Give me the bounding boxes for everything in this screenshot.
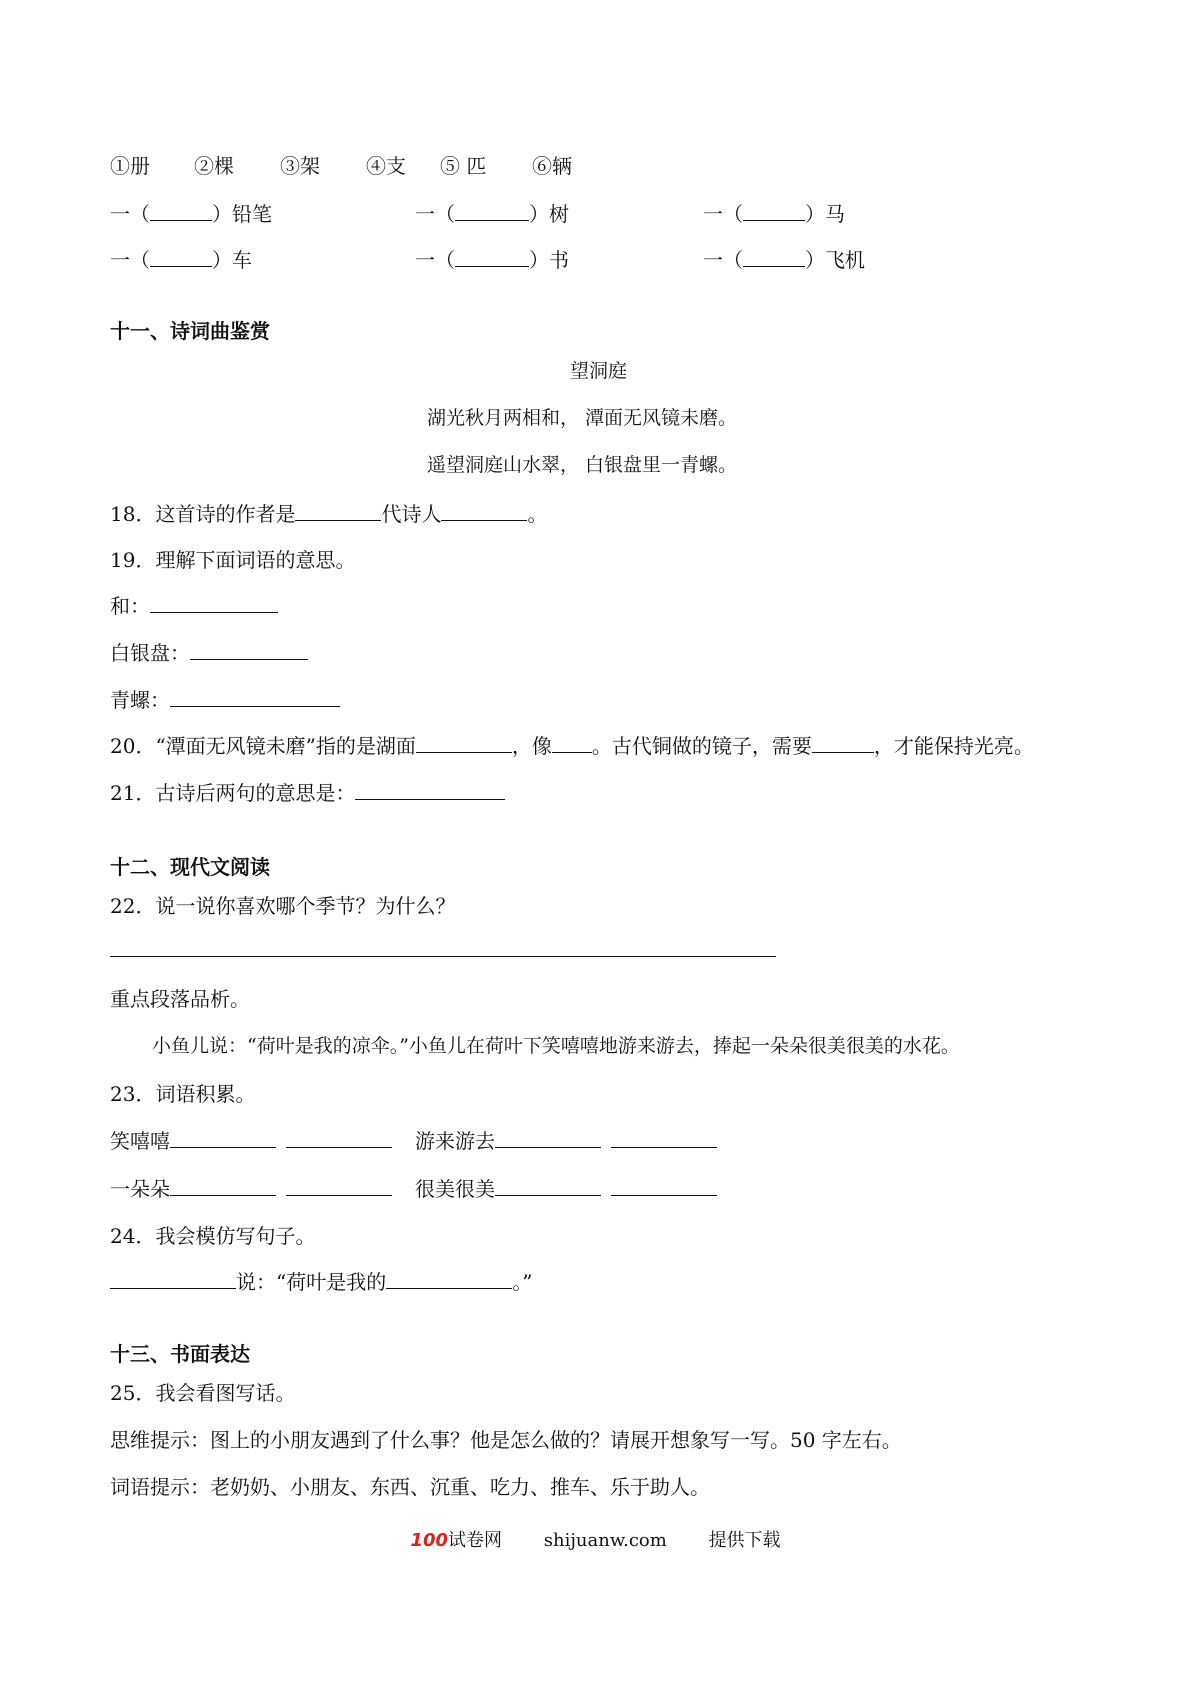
answer-blank[interactable] bbox=[190, 641, 308, 660]
question-text: 说：“荷叶是我的 bbox=[236, 1270, 387, 1294]
question-text: 20．“潭面无风镜未磨”指的是湖面 bbox=[110, 734, 416, 758]
term-label: 和： bbox=[110, 594, 150, 618]
poem-line: 遥望洞庭山水翠， 白银盘里一青螺。 bbox=[427, 454, 738, 476]
answer-blank[interactable] bbox=[386, 1270, 512, 1289]
question-22: 22．说一说你喜欢哪个季节？为什么？ bbox=[110, 894, 456, 918]
measure-blank[interactable] bbox=[150, 202, 212, 221]
page-footer bbox=[0, 1528, 1191, 1554]
answer-blank[interactable] bbox=[286, 1129, 392, 1148]
answer-blank[interactable] bbox=[286, 1177, 392, 1196]
answer-blank[interactable] bbox=[170, 688, 340, 707]
answer-blank[interactable] bbox=[441, 502, 527, 521]
answer-blank[interactable] bbox=[611, 1129, 717, 1148]
measure-prefix: 一（ bbox=[110, 202, 150, 226]
question-text: 18．这首诗的作者是 bbox=[110, 502, 296, 526]
poem-line: 湖光秋月两相和， 潭面无风镜未磨。 bbox=[427, 407, 738, 429]
measure-blank[interactable] bbox=[743, 202, 805, 221]
question-text: 。 bbox=[527, 502, 548, 526]
question-text: ，像 bbox=[511, 734, 552, 758]
measure-suffix: ）马 bbox=[805, 202, 845, 226]
term-baiyinpan bbox=[110, 639, 308, 667]
measure-suffix: ）飞机 bbox=[805, 248, 865, 272]
site-url[interactable]: shijuanw.com bbox=[543, 1530, 667, 1551]
section-heading: 十二、现代文阅读 bbox=[110, 855, 270, 879]
word-label: 很美很美 bbox=[415, 1177, 495, 1201]
word-label: 一朵朵 bbox=[110, 1177, 170, 1201]
measure-prefix: 一（ bbox=[415, 202, 455, 226]
answer-blank[interactable] bbox=[150, 594, 278, 613]
option-item: ②棵 bbox=[194, 154, 234, 178]
imitation-sentence bbox=[110, 1268, 532, 1296]
term-label: 白银盘： bbox=[110, 641, 190, 665]
answer-blank[interactable] bbox=[611, 1177, 717, 1196]
term-label: 青螺： bbox=[110, 688, 170, 712]
question-text: 。古代铜做的镜子，需要 bbox=[591, 734, 812, 758]
word-label: 笑嘻嘻 bbox=[110, 1129, 170, 1153]
question-text: ，才能保持光亮。 bbox=[873, 734, 1034, 758]
measure-blank[interactable] bbox=[743, 248, 805, 267]
option-item: ⑥辆 bbox=[532, 154, 572, 178]
question-18 bbox=[110, 500, 547, 528]
measure-blank[interactable] bbox=[150, 248, 212, 267]
answer-blank[interactable] bbox=[495, 1129, 601, 1148]
question-24: 24．我会模仿写句子。 bbox=[110, 1224, 316, 1248]
measure-blank[interactable] bbox=[455, 248, 529, 267]
section-heading: 十一、诗词曲鉴赏 bbox=[110, 319, 270, 343]
question-20 bbox=[110, 732, 1034, 760]
measure-blank[interactable] bbox=[455, 202, 529, 221]
measure-prefix: 一（ bbox=[703, 202, 743, 226]
answer-blank[interactable] bbox=[495, 1177, 601, 1196]
measure-prefix: 一（ bbox=[415, 248, 455, 272]
answer-blank[interactable] bbox=[295, 502, 381, 521]
thinking-hint: 思维提示：图上的小朋友遇到了什么事？他是怎么做的？请展开想象写一写。50 字左右。 bbox=[110, 1428, 902, 1452]
answer-blank[interactable] bbox=[355, 781, 505, 800]
answer-line[interactable] bbox=[110, 956, 776, 957]
question-text: 21．古诗后两句的意思是： bbox=[110, 781, 356, 805]
measure-suffix: ）树 bbox=[529, 202, 569, 226]
measure-suffix: ）车 bbox=[212, 248, 252, 272]
poem-title: 望洞庭 bbox=[570, 360, 628, 382]
term-he bbox=[110, 592, 278, 620]
measure-prefix: 一（ bbox=[110, 248, 150, 272]
answer-blank[interactable] bbox=[416, 734, 512, 753]
logo-text: 试卷网 bbox=[448, 1530, 503, 1551]
answer-blank[interactable] bbox=[812, 734, 874, 753]
question-23: 23．词语积累。 bbox=[110, 1082, 256, 1106]
section-heading: 十三、书面表达 bbox=[110, 1342, 250, 1366]
answer-blank[interactable] bbox=[170, 1177, 276, 1196]
option-item: ③架 bbox=[280, 154, 320, 178]
measure-suffix: ）书 bbox=[529, 248, 569, 272]
logo-number: 100 bbox=[410, 1530, 449, 1551]
word-hint: 词语提示：老奶奶、小朋友、东西、沉重、吃力、推车、乐于助人。 bbox=[110, 1475, 710, 1499]
answer-blank[interactable] bbox=[170, 1129, 276, 1148]
question-19: 19．理解下面词语的意思。 bbox=[110, 548, 356, 572]
answer-blank[interactable] bbox=[552, 734, 592, 753]
question-text: 。” bbox=[512, 1270, 533, 1294]
measure-prefix: 一（ bbox=[703, 248, 743, 272]
option-item: ④支 bbox=[366, 154, 406, 178]
question-21 bbox=[110, 779, 505, 807]
answer-blank[interactable] bbox=[110, 1270, 236, 1289]
measure-suffix: ）铅笔 bbox=[212, 202, 272, 226]
analysis-label: 重点段落品析。 bbox=[110, 987, 250, 1011]
word-label: 游来游去 bbox=[415, 1129, 495, 1153]
question-25: 25．我会看图写话。 bbox=[110, 1381, 296, 1405]
option-item: ⑤ 匹 bbox=[440, 154, 487, 178]
term-qingluo bbox=[110, 686, 340, 714]
footer-tagline: 提供下载 bbox=[708, 1530, 781, 1551]
question-text: 代诗人 bbox=[381, 502, 442, 526]
reading-passage: 小鱼儿说：“荷叶是我的凉伞。”小鱼儿在荷叶下笑嘻嘻地游来游去，捧起一朵朵很美很美的水花。 bbox=[152, 1035, 960, 1057]
option-item: ①册 bbox=[110, 154, 150, 178]
